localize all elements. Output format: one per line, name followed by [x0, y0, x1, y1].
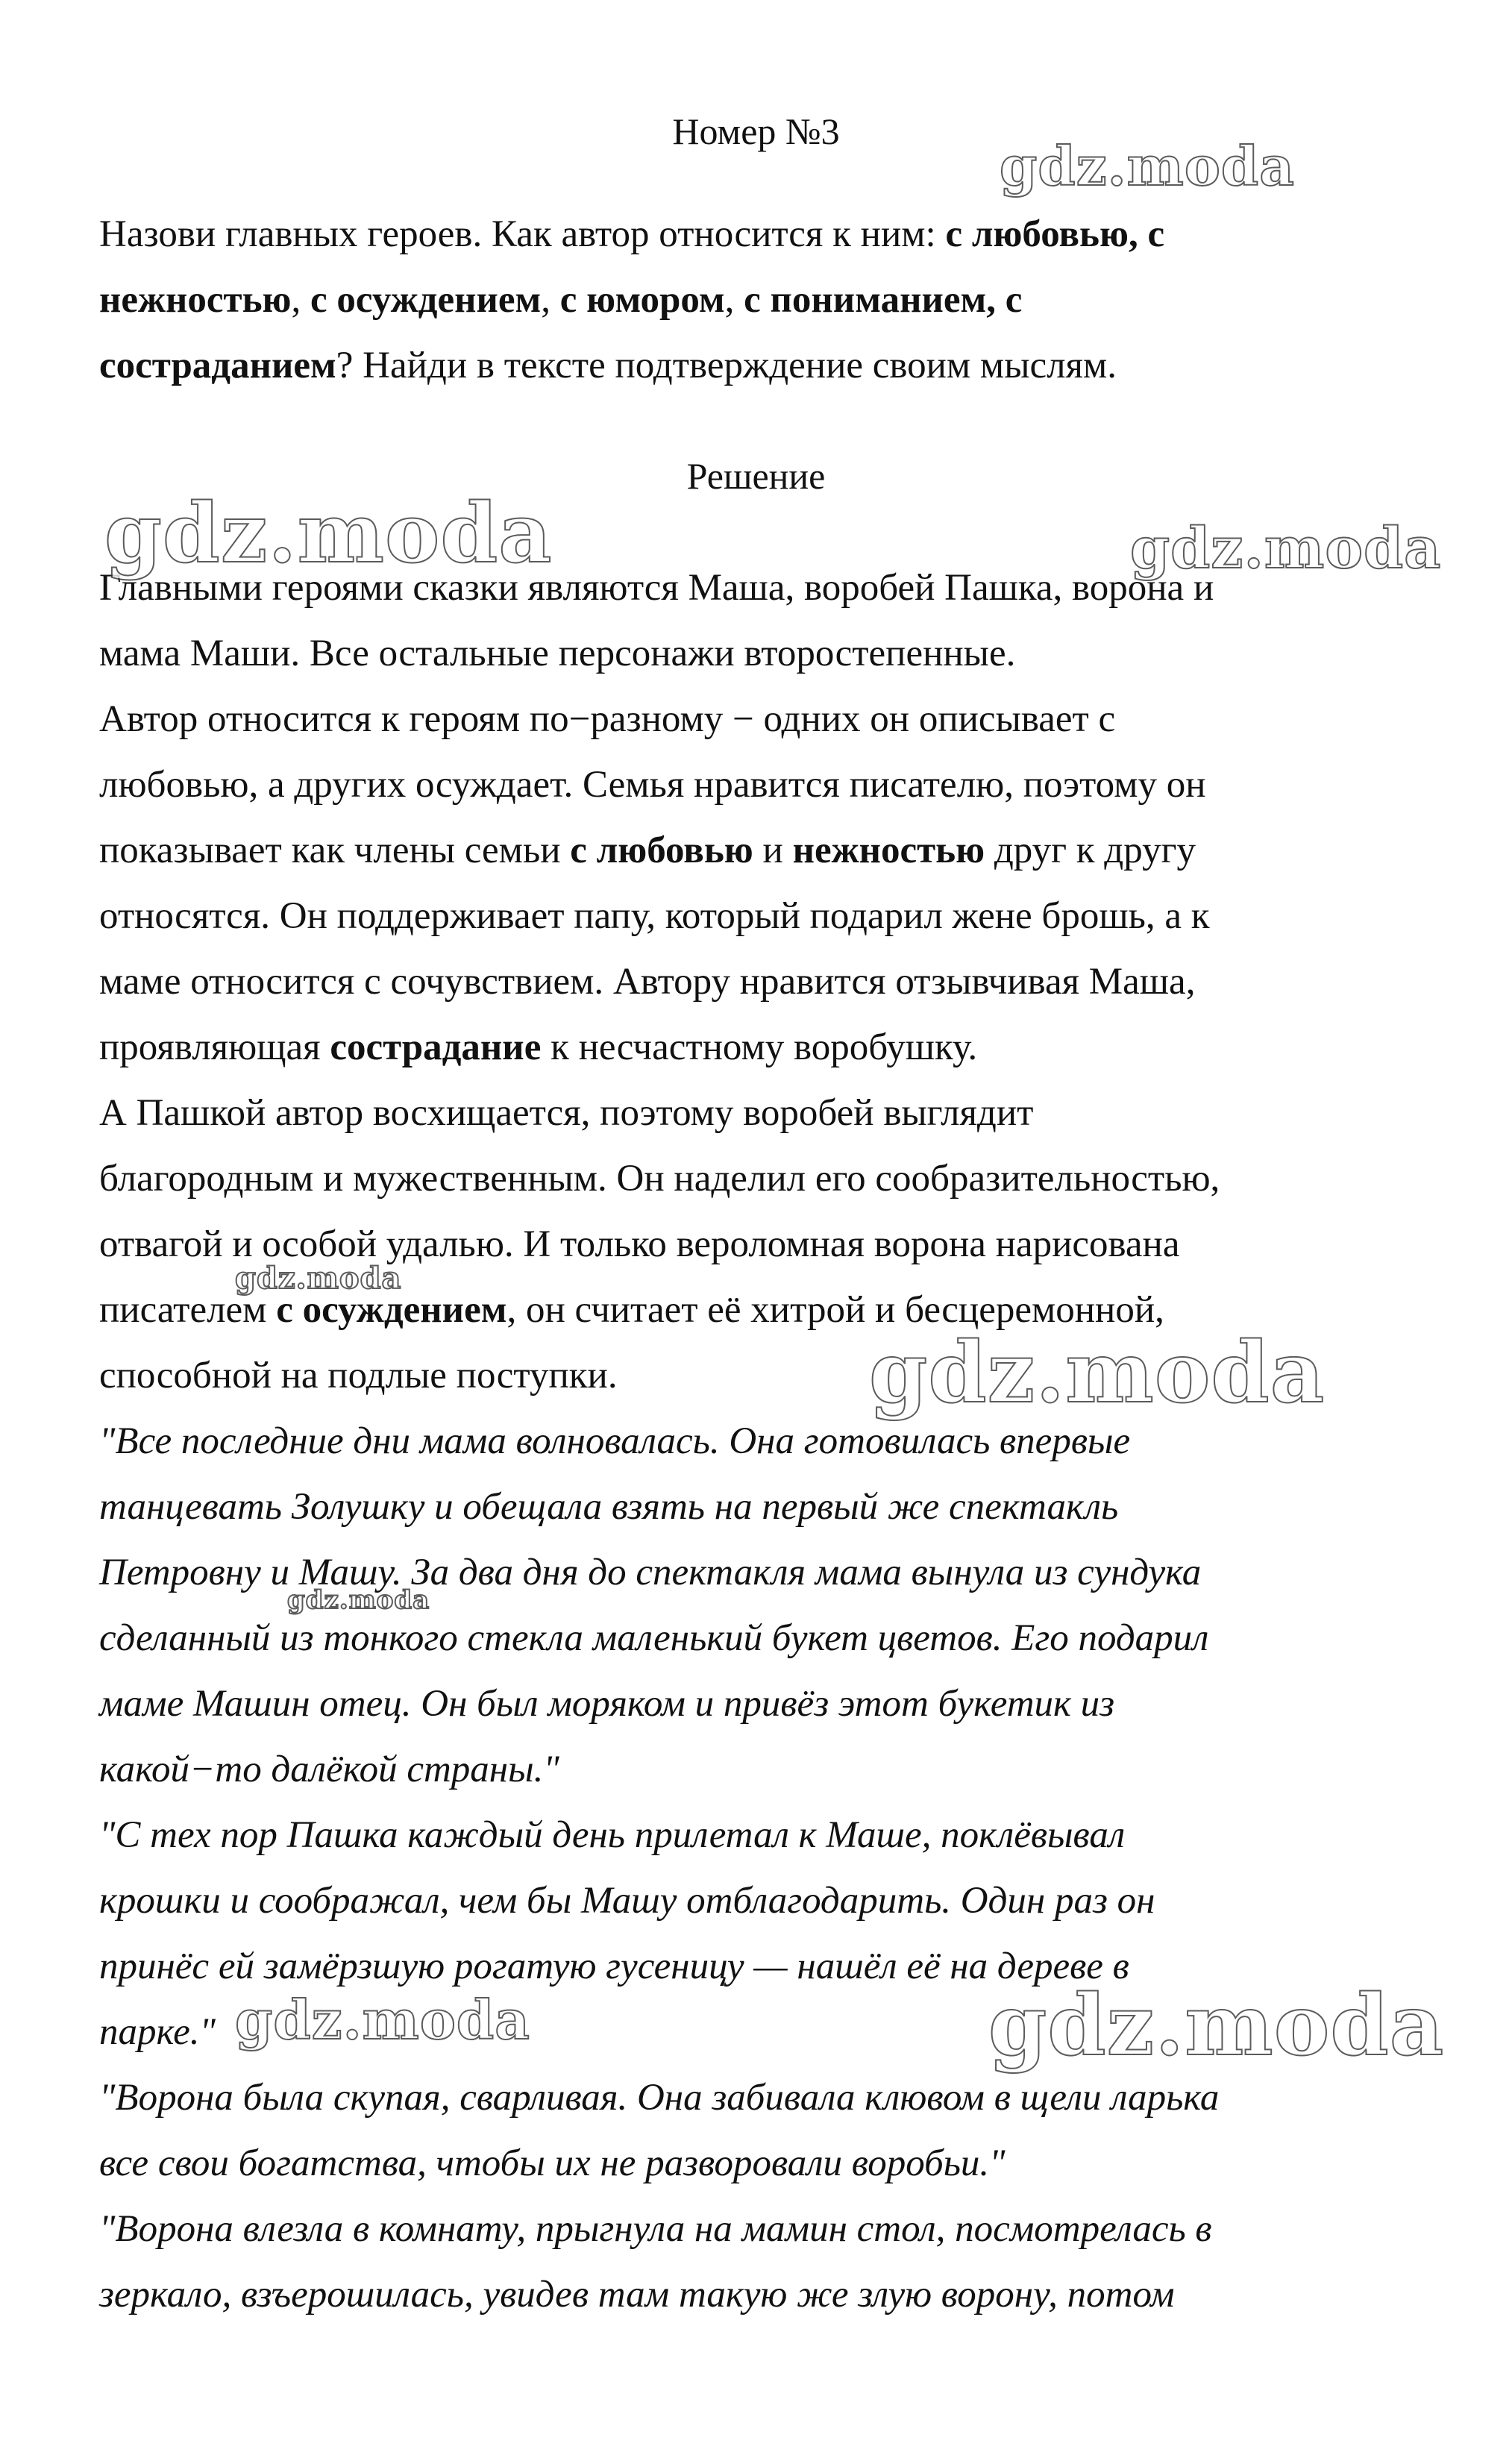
watermark: gdz.moda [104, 485, 553, 581]
text-segment: проявляющая [99, 1026, 330, 1068]
watermark: gdz.moda [235, 1261, 402, 1296]
page-title: Номер №3 [672, 110, 840, 152]
text-line [99, 201, 1442, 267]
text-segment: относятся. Он поддерживает папу, который подарил жене брошь, а к [99, 895, 1210, 937]
bold-phrase: с пониманием, с [744, 279, 1023, 321]
bold-phrase: состраданием [99, 345, 336, 386]
text-segment: маме относится с сочувствием. Автору нравится отзывчивая Маша, [99, 961, 1196, 1003]
quote-line: танцевать Золушку и обещала взять на первый же спектакль [99, 1486, 1119, 1528]
quote-line: какой−то далёкой страны." [99, 1749, 559, 1790]
bold-phrase: с юмором [559, 279, 725, 321]
bold-phrase: с любовью [570, 830, 753, 871]
text-segment: Назови главных героев. Как автор относится к ним: [99, 213, 946, 255]
quote-line: маме Машин отец. Он был моряком и привёз этот букетик из [99, 1683, 1115, 1725]
quote-line: все свои богатства, чтобы их не разворовали воробьи." [99, 2142, 1006, 2184]
watermark: gdz.moda [287, 1585, 430, 1615]
text-line [99, 752, 1442, 818]
quote-line: зеркало, взъерошилась, увидев там такую же злую ворону, потом [99, 2274, 1175, 2316]
solution-heading: Решение [686, 455, 826, 497]
quote-line: парке." [99, 2011, 216, 2053]
bold-phrase: с осуждением [276, 1289, 507, 1331]
watermark: gdz.moda [1000, 134, 1295, 198]
bold-phrase: сострадание [330, 1026, 542, 1068]
quotes-text [99, 1408, 1445, 2327]
quote-line: "С тех пор Пашка каждый день прилетал к Маше, поклёвывал [99, 1814, 1126, 1856]
text-line [99, 1211, 1442, 1277]
watermark: gdz.moda [1130, 515, 1442, 581]
quote-line: "Все последние дни мама волновалась. Она готовилась впервые [99, 1420, 1131, 1462]
task-text [99, 201, 1442, 398]
text-segment: благородным и мужественным. Он наделил его сообразительностью, [99, 1158, 1220, 1200]
text-segment: ? Найди в тексте подтверждение своим мыслям. [336, 345, 1117, 386]
watermark: gdz.moda [235, 1988, 530, 2051]
text-segment: к несчастному воробушку. [541, 1026, 978, 1068]
text-line [99, 818, 1442, 883]
quote-line: "Ворона влезла в комнату, прыгнула на мамин стол, посмотрелась в [99, 2208, 1212, 2250]
text-line [99, 949, 1442, 1015]
watermark: gdz.moda [988, 1977, 1445, 2075]
text-segment: мама Маши. Все остальные персонажи второстепенные. [99, 633, 1016, 674]
text-segment: способной на подлые поступки. [99, 1355, 618, 1396]
text-segment: Автор относится к героям по−разному − одних он описывает с [99, 698, 1116, 740]
text-line [99, 1015, 1442, 1080]
text-line [99, 267, 1442, 333]
quote-line: Петровну и Машу. За два дня до спектакля мама вынула из сундука [99, 1552, 1202, 1593]
answer-text [99, 555, 1442, 1408]
text-line [99, 1343, 1442, 1408]
text-line [99, 333, 1442, 398]
bold-phrase: нежностью [792, 830, 985, 871]
watermark: gdz.moda [869, 1324, 1326, 1422]
bold-phrase: с осуждением [310, 279, 542, 321]
text-segment: Главными героями сказки являются Маша, воробей Пашка, ворона и [99, 567, 1214, 609]
text-line [99, 1146, 1442, 1211]
bold-phrase: с любовью, с [945, 213, 1165, 255]
text-segment: , он считает её хитрой и бесцеремонной, [506, 1289, 1164, 1331]
text-segment: любовью, а других осуждает. Семья нравится писателю, поэтому он [99, 764, 1206, 806]
text-segment: и [753, 830, 793, 871]
text-segment: отвагой и особой удалью. И только вероломная ворона нарисована [99, 1223, 1180, 1265]
text-segment: показывает как члены семьи [99, 830, 571, 871]
text-line [99, 621, 1442, 686]
quote-line: "Ворона была скупая, сварливая. Она забивала клювом в щели ларька [99, 2077, 1220, 2119]
text-line [99, 1277, 1442, 1343]
text-line [99, 555, 1442, 621]
text-segment: , [291, 279, 311, 321]
text-line [99, 1080, 1442, 1146]
quote-line: крошки и соображал, чем бы Машу отблагодарить. Один раз он [99, 1880, 1155, 1922]
quote-line: сделанный из тонкого стекла маленький букет цветов. Его подарил [99, 1617, 1209, 1659]
text-segment: А Пашкой автор восхищается, поэтому воробей выглядит [99, 1092, 1034, 1134]
quote-line: принёс ей замёрзшую рогатую гусеницу — нашёл её на дереве в [99, 1946, 1129, 1987]
text-line [99, 883, 1442, 949]
bold-phrase: нежностью [99, 279, 292, 321]
text-segment: писателем [99, 1289, 277, 1331]
text-segment: , [541, 279, 560, 321]
text-line [99, 686, 1442, 752]
text-segment: друг к другу [985, 830, 1196, 871]
text-segment: , [724, 279, 744, 321]
